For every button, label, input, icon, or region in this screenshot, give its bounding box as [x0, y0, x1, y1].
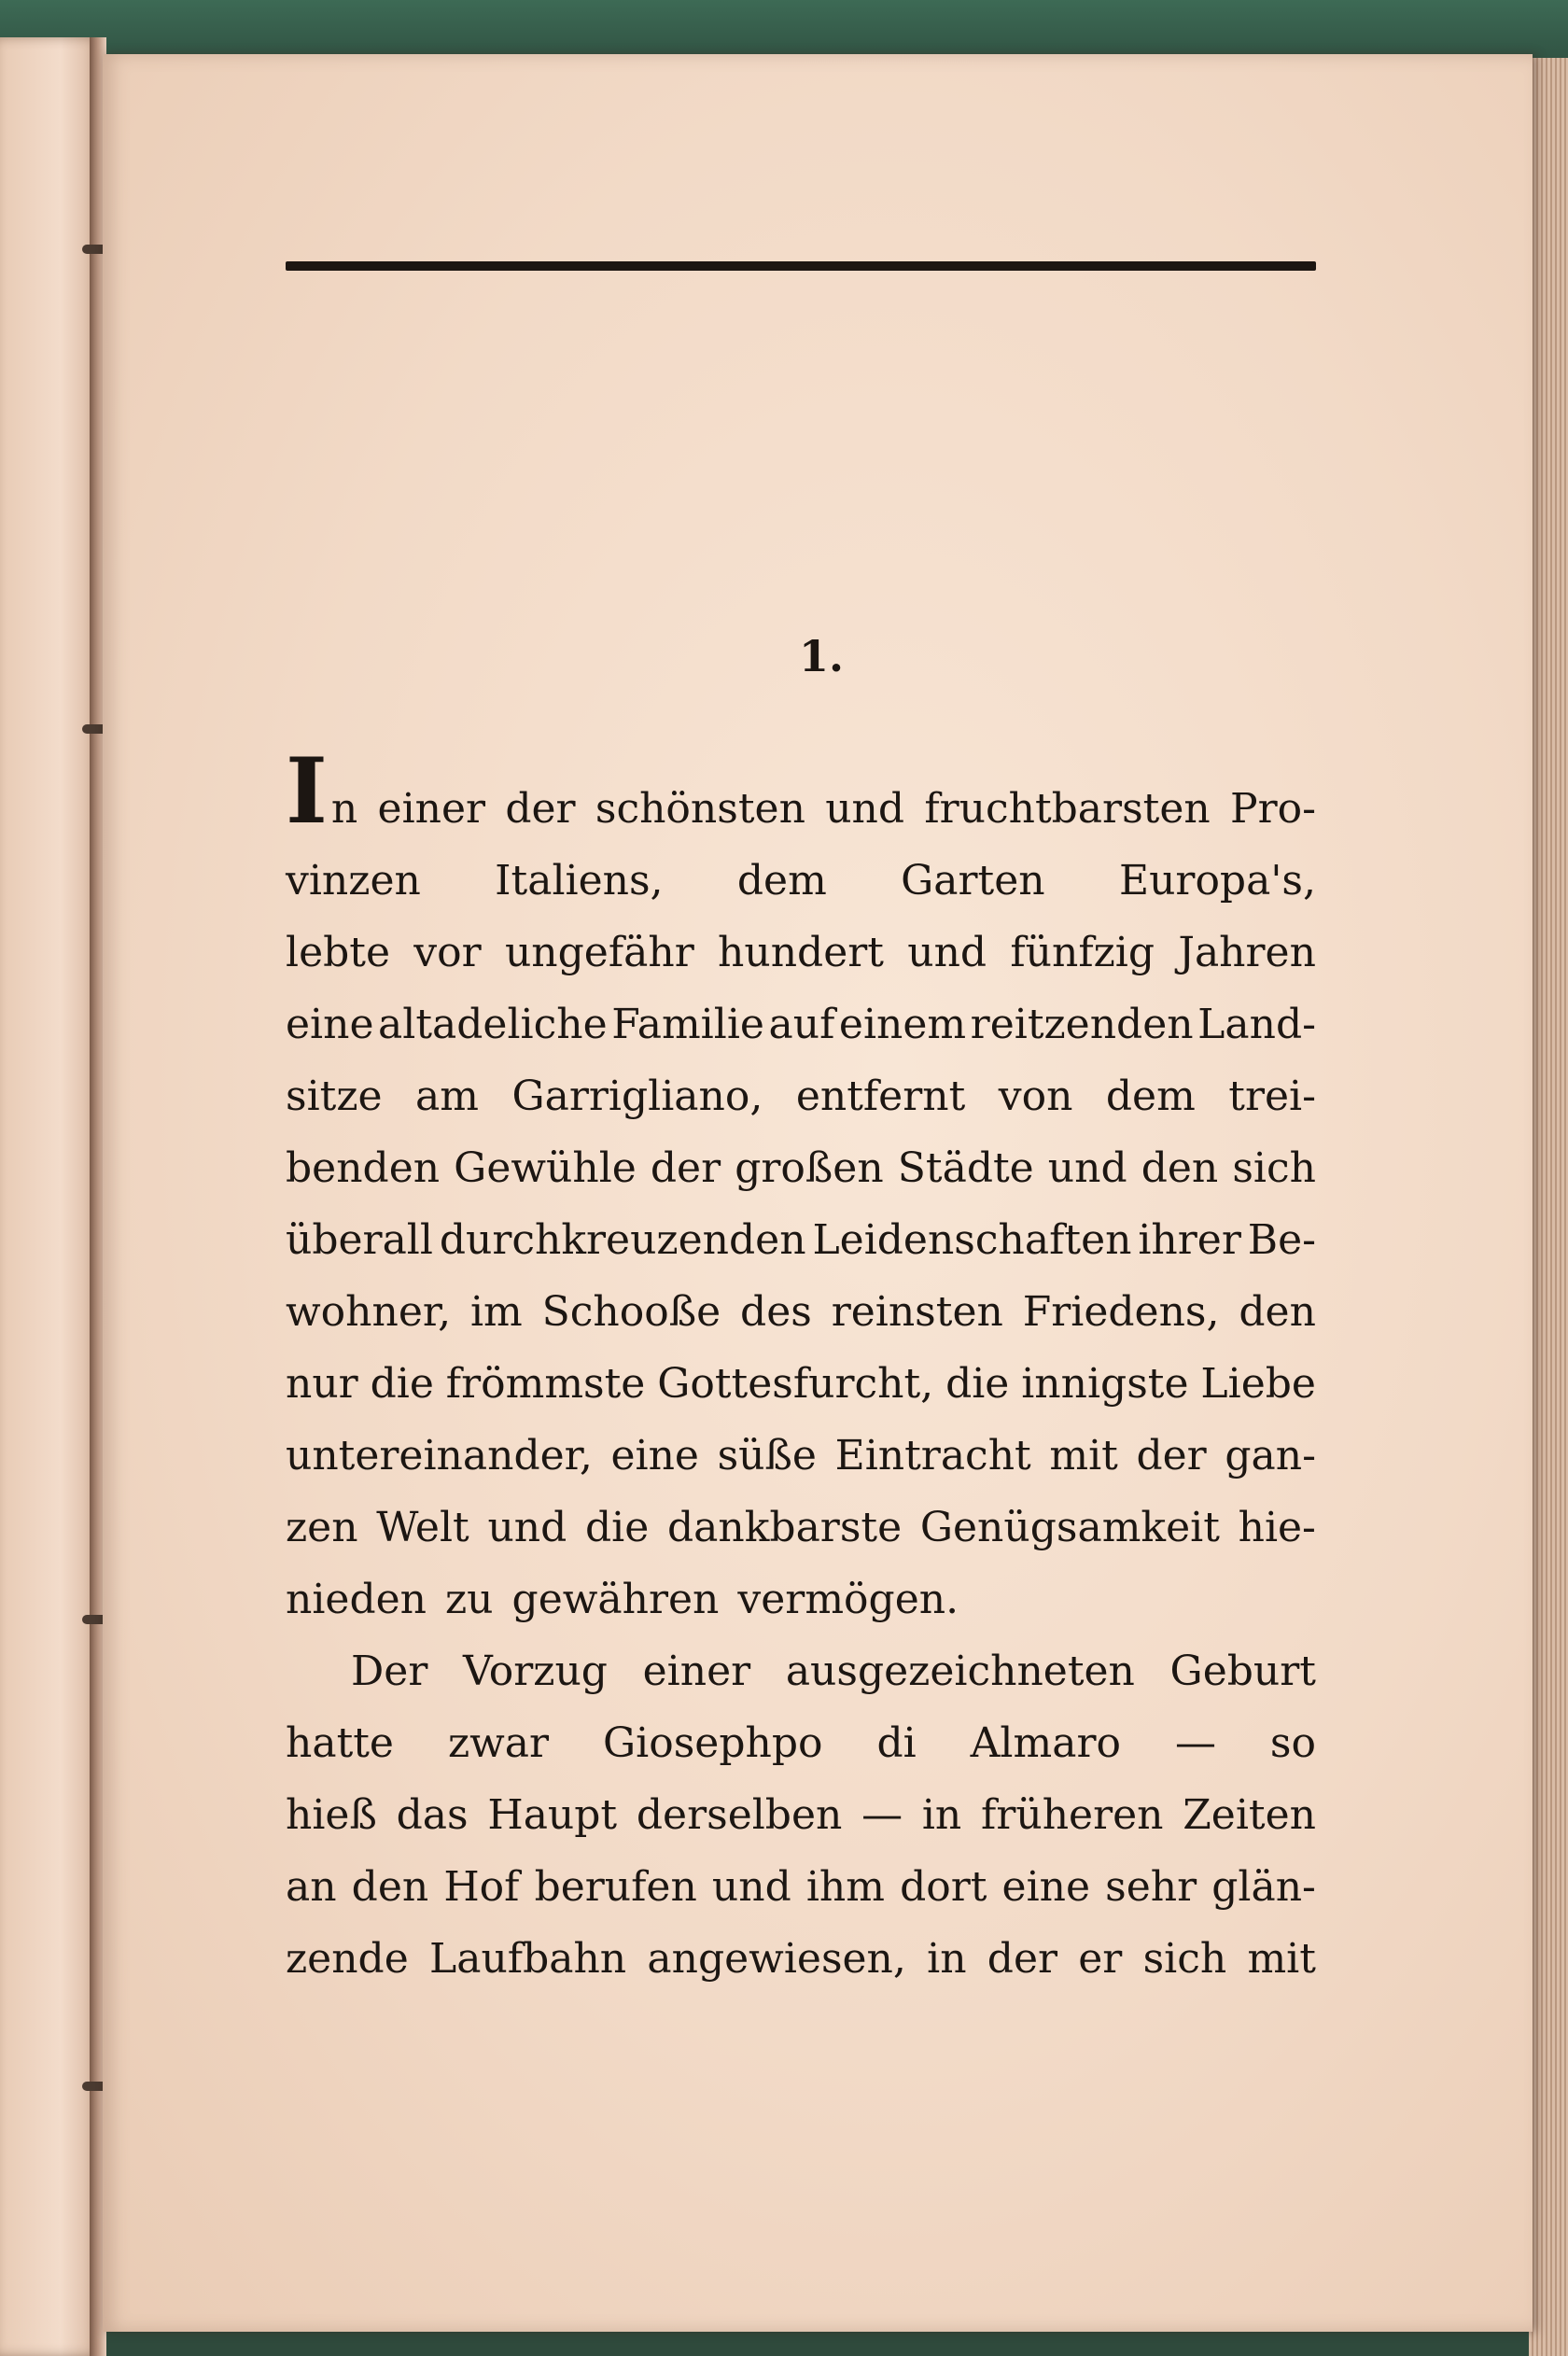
word: gan- — [1225, 1432, 1316, 1480]
word: Gottesfurcht, — [657, 1360, 934, 1408]
word: einer — [642, 1648, 751, 1695]
word: nieden — [286, 1576, 427, 1623]
word: mit — [1049, 1432, 1118, 1480]
word: berufen — [534, 1863, 697, 1911]
word: trei- — [1228, 1073, 1316, 1120]
word: das — [396, 1791, 469, 1839]
word: reinsten — [831, 1288, 1003, 1336]
word: di — [876, 1719, 917, 1767]
word: in — [921, 1791, 962, 1839]
paragraph — [286, 1635, 1316, 1995]
text-line — [286, 1564, 1316, 1635]
word: fünfzig — [1010, 929, 1155, 976]
word: vermögen. — [737, 1576, 959, 1623]
word: eine — [286, 1001, 374, 1048]
word: die — [370, 1360, 434, 1408]
word: und — [1047, 1144, 1127, 1192]
word: einer — [377, 785, 486, 833]
word: Vorzug — [463, 1648, 608, 1695]
word: an — [286, 1863, 337, 1911]
word: den — [1141, 1144, 1219, 1192]
text-line — [286, 1204, 1316, 1276]
word: die — [585, 1504, 650, 1551]
word: sitze — [286, 1073, 383, 1120]
word: — — [1174, 1719, 1216, 1767]
word: Haupt — [487, 1791, 618, 1839]
word: Land- — [1197, 1001, 1316, 1048]
word: im — [469, 1288, 523, 1336]
text-line — [286, 845, 1316, 917]
word: ihm — [805, 1863, 885, 1911]
chapter-number: 1. — [798, 631, 845, 681]
word: dankbarste — [667, 1504, 903, 1551]
word: Garrigliano, — [511, 1073, 763, 1120]
word: süße — [717, 1432, 817, 1480]
text-line — [286, 1492, 1316, 1564]
word: den — [1239, 1288, 1316, 1336]
word: und — [907, 929, 987, 976]
word: — — [861, 1791, 903, 1839]
word: vor — [413, 929, 482, 976]
word: ihrer — [1138, 1216, 1241, 1264]
text-line — [286, 1635, 1316, 1707]
page-block-edge — [1529, 58, 1568, 2356]
word: Italiens, — [495, 857, 664, 905]
word: Hof — [443, 1863, 520, 1911]
word: zwar — [447, 1719, 550, 1767]
word: eine — [1001, 1863, 1091, 1911]
word: Friedens, — [1022, 1288, 1220, 1336]
word: auf — [768, 1001, 835, 1048]
word: Garten — [901, 857, 1045, 905]
text-line — [286, 1851, 1316, 1923]
word: nur — [286, 1360, 358, 1408]
text-line — [286, 1707, 1316, 1779]
word: Zeiten — [1183, 1791, 1316, 1839]
word: der — [650, 1144, 721, 1192]
word: vinzen — [286, 857, 421, 905]
word: Giosephpo — [603, 1719, 823, 1767]
word: des — [740, 1288, 812, 1336]
word: die — [945, 1360, 1010, 1408]
word: hatte — [286, 1719, 394, 1767]
word: in — [927, 1935, 967, 1983]
word: von — [998, 1073, 1073, 1120]
word: durchkreuzenden — [439, 1216, 806, 1264]
word: Almaro — [970, 1719, 1121, 1767]
word: der — [505, 785, 576, 833]
word: sehr — [1105, 1863, 1197, 1911]
word: wohner, — [286, 1288, 452, 1336]
word: Geburt — [1169, 1648, 1316, 1695]
word: innigste — [1021, 1360, 1189, 1408]
text-line — [286, 1779, 1316, 1851]
word: altadeliche — [378, 1001, 608, 1048]
word: einem — [838, 1001, 967, 1048]
word: Der — [351, 1648, 428, 1695]
word: dem — [736, 857, 827, 905]
word: Laufbahn — [429, 1935, 627, 1983]
word: und — [711, 1863, 791, 1911]
word: frömmste — [445, 1360, 646, 1408]
word: gewähren — [511, 1576, 720, 1623]
word: hundert — [718, 929, 884, 976]
text-line — [286, 1132, 1316, 1204]
word: derselben — [636, 1791, 843, 1839]
text-line — [286, 1420, 1316, 1492]
body-text — [286, 738, 1316, 1995]
word: den — [351, 1863, 429, 1911]
left-page-edge — [0, 37, 101, 2356]
word: schönsten — [595, 785, 805, 833]
word: zen — [286, 1504, 358, 1551]
paragraph — [286, 738, 1316, 1635]
word: dem — [1105, 1073, 1196, 1120]
word: Be- — [1247, 1216, 1316, 1264]
word: ausgezeichneten — [785, 1648, 1135, 1695]
word: Liebe — [1200, 1360, 1316, 1408]
word: ungefähr — [504, 929, 694, 976]
word: glän- — [1211, 1863, 1316, 1911]
word: der — [1136, 1432, 1207, 1480]
word: so — [1269, 1719, 1316, 1767]
word: Welt — [376, 1504, 469, 1551]
word: Genügsamkeit — [919, 1504, 1220, 1551]
word: zende — [286, 1935, 409, 1983]
word: großen — [735, 1144, 884, 1192]
word: sich — [1232, 1144, 1316, 1192]
word: überall — [286, 1216, 433, 1264]
header-rule — [286, 261, 1316, 271]
word: sich — [1142, 1935, 1227, 1983]
word: angewiesen, — [647, 1935, 906, 1983]
word: und — [825, 785, 905, 833]
text-line — [286, 1923, 1316, 1995]
word: untereinander, — [286, 1432, 593, 1480]
word: lebte — [286, 929, 390, 976]
word: Eintracht — [834, 1432, 1031, 1480]
text-line — [286, 1276, 1316, 1348]
word: reitzenden — [970, 1001, 1194, 1048]
word: benden — [286, 1144, 441, 1192]
word: und — [487, 1504, 567, 1551]
word: der — [987, 1935, 1058, 1983]
word: hie- — [1238, 1504, 1316, 1551]
word: hieß — [286, 1791, 377, 1839]
text-line — [286, 1060, 1316, 1132]
word: früheren — [981, 1791, 1164, 1839]
word: mit — [1247, 1935, 1316, 1983]
word: Schooße — [541, 1288, 721, 1336]
drop-cap: I — [286, 738, 328, 844]
word: fruchtbarsten — [924, 785, 1211, 833]
word: entfernt — [795, 1073, 966, 1120]
word: am — [415, 1073, 479, 1120]
text-line — [286, 989, 1316, 1060]
word: Jahren — [1178, 929, 1316, 976]
word: Pro- — [1229, 785, 1316, 833]
word: Städte — [897, 1144, 1034, 1192]
word: dort — [900, 1863, 987, 1911]
text-line: In einer der schönsten und fruchtbarsten Pro- — [286, 738, 1316, 844]
text-line — [286, 1348, 1316, 1420]
word: Europa's, — [1118, 857, 1316, 905]
word: er — [1078, 1935, 1123, 1983]
word: Leidenschaften — [812, 1216, 1132, 1264]
word: eine — [610, 1432, 699, 1480]
word: Familie — [611, 1001, 764, 1048]
word: zu — [445, 1576, 494, 1623]
word: Gewühle — [454, 1144, 637, 1192]
text-line — [286, 917, 1316, 989]
